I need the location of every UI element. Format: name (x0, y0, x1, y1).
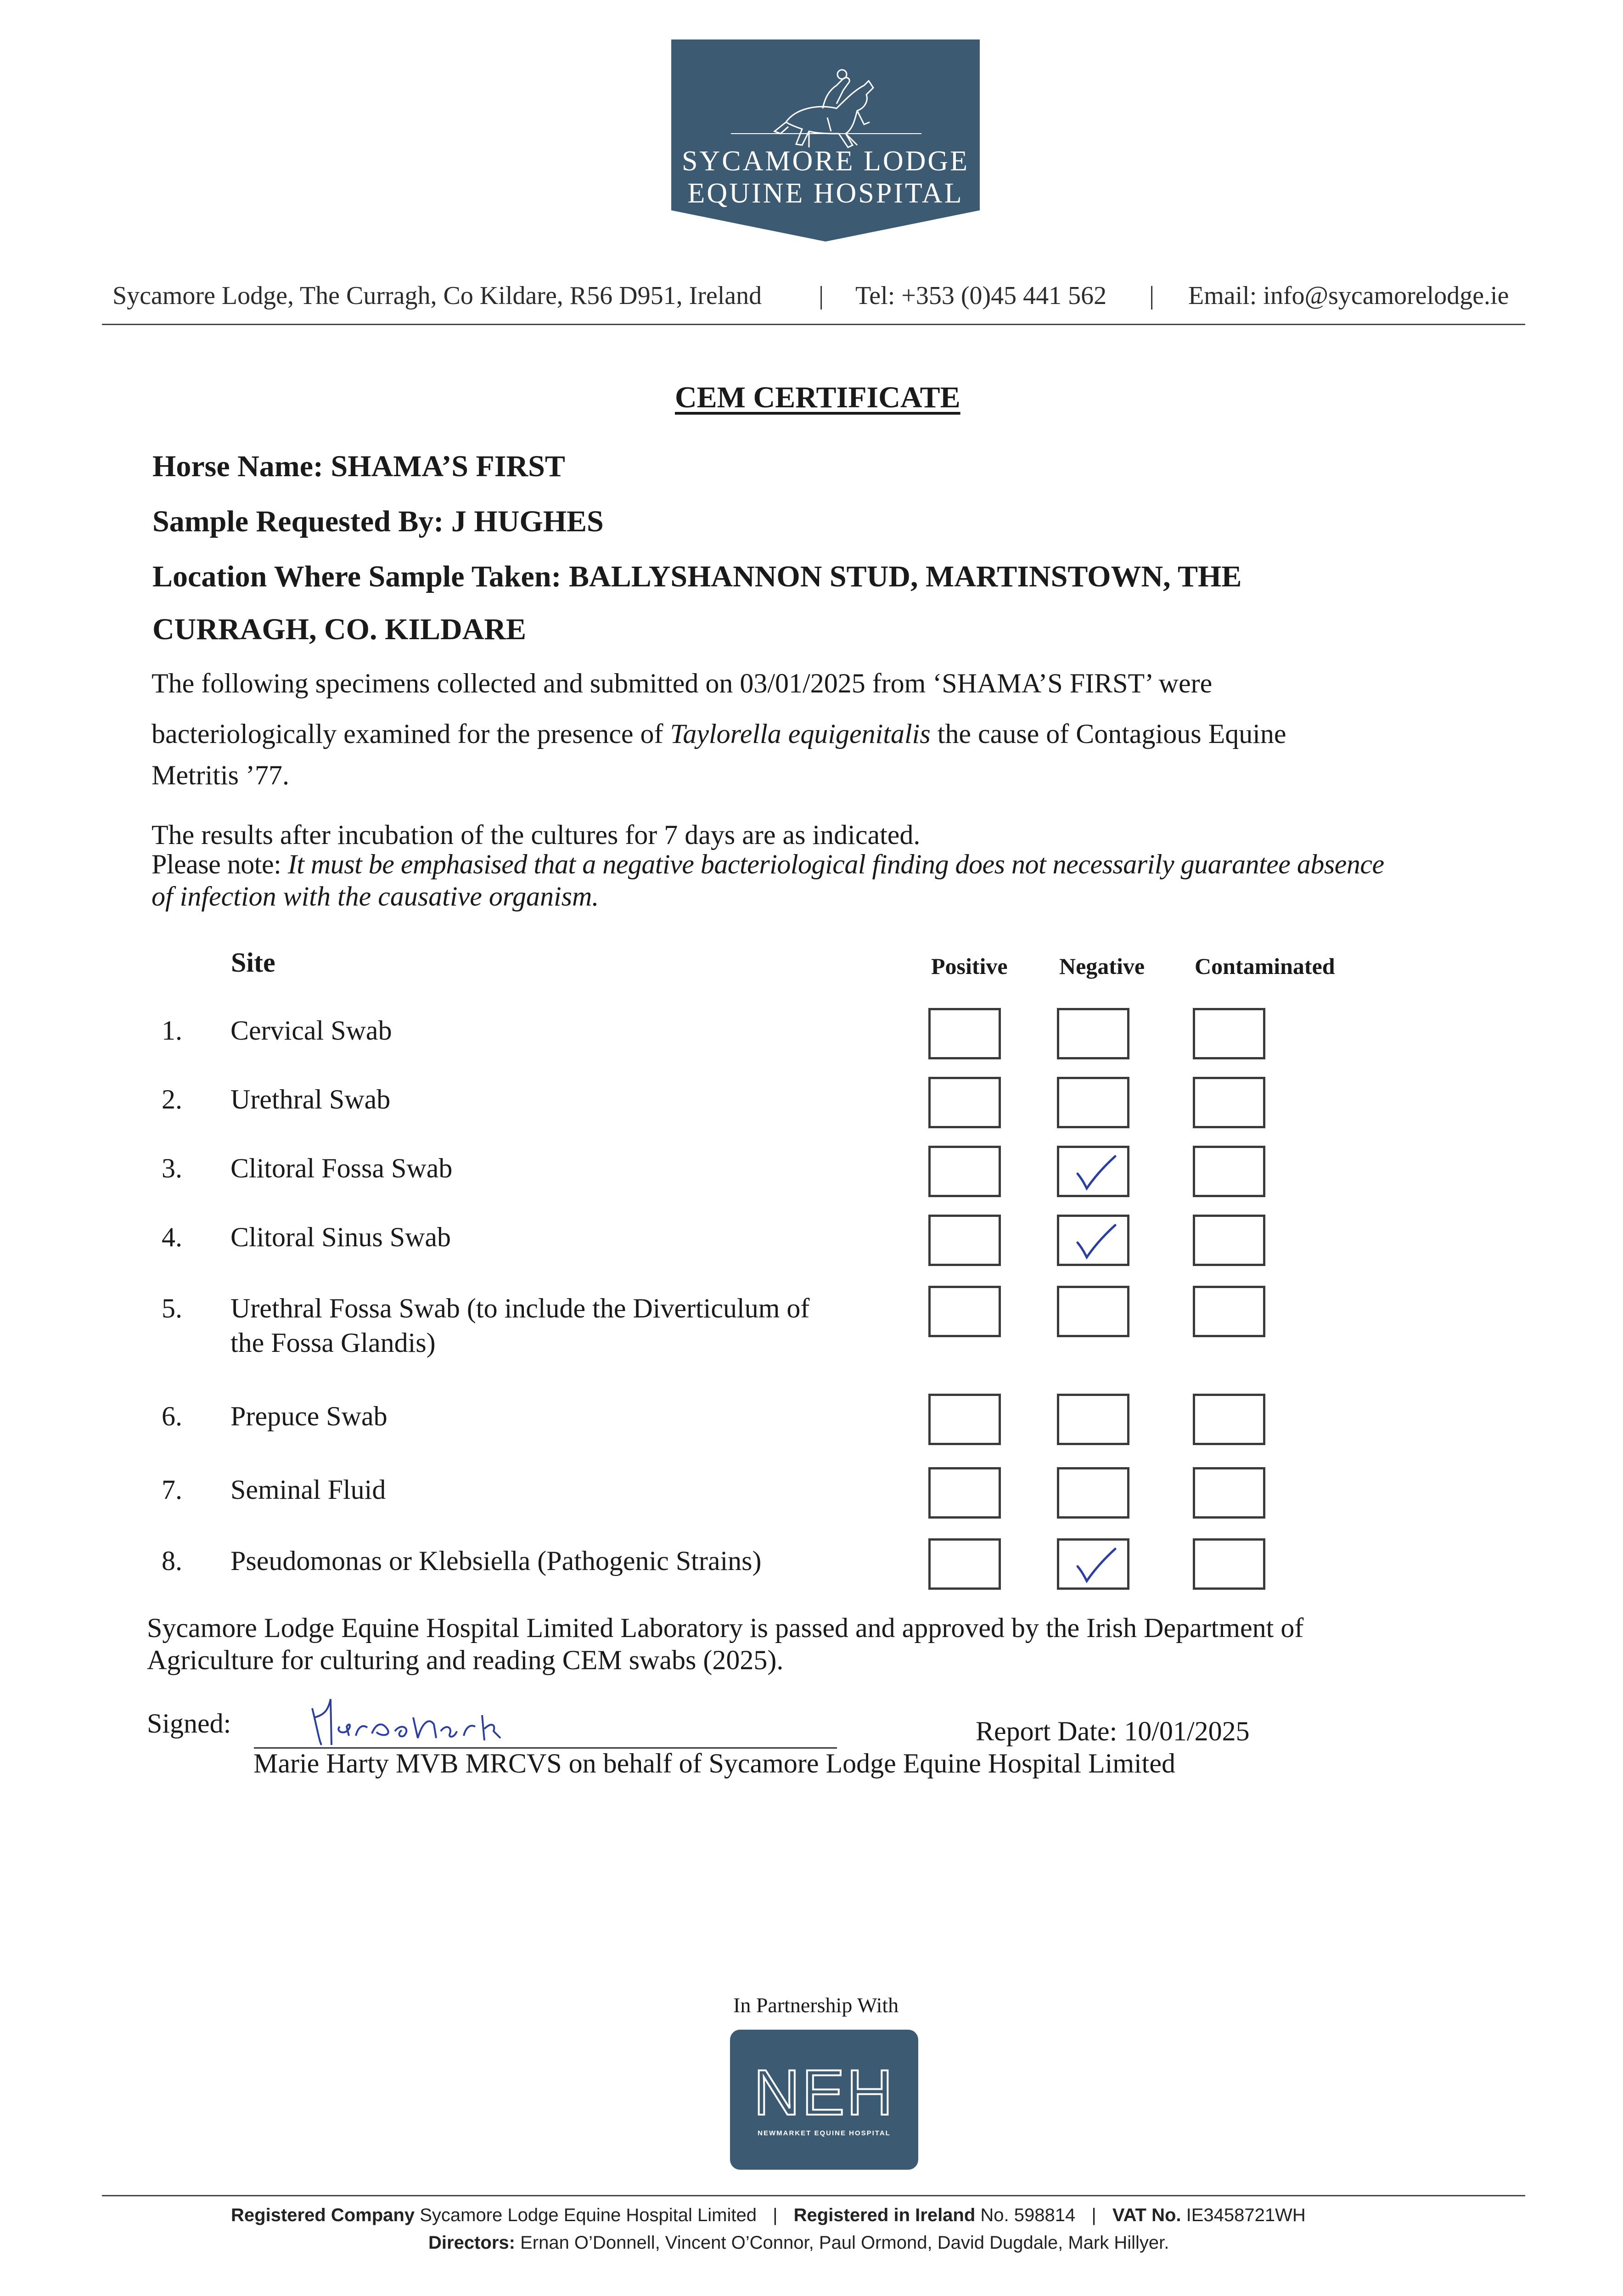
horse-name-value: SHAMA’S FIRST (331, 450, 565, 483)
site-label: Urethral Swab (230, 1084, 391, 1114)
separator: | (773, 2205, 778, 2225)
positive-checkbox[interactable] (928, 1538, 1001, 1590)
location-value: BALLYSHANNON STUD, MARTINSTOWN, THE (569, 560, 1242, 593)
logo-line-1: SYCAMORE LODGE (681, 146, 970, 177)
note-line-1 (152, 849, 1384, 880)
requested-by-line (152, 504, 604, 539)
footer-rule (102, 2195, 1525, 2196)
site-label: Cervical Swab (230, 1015, 392, 1046)
positive-checkbox[interactable] (928, 1008, 1001, 1059)
horse-name-label: Horse Name: (152, 450, 324, 483)
sycamore-lodge-logo (671, 39, 980, 242)
row-number: 1. (162, 1015, 182, 1046)
site-label-cont: the Fossa Glandis) (230, 1328, 436, 1358)
address-text: Sycamore Lodge, The Curragh, Co Kildare, R56 D951, Ireland (112, 281, 762, 310)
site-label: Prepuce Swab (230, 1401, 387, 1431)
contaminated-checkbox[interactable] (1193, 1394, 1265, 1445)
footer-label: Registered in Ireland (793, 2205, 976, 2225)
positive-checkbox[interactable] (928, 1467, 1001, 1519)
negative-checkbox[interactable] (1057, 1467, 1129, 1519)
neh-logo-subtext: NEWMARKET EQUINE HOSPITAL (758, 2129, 891, 2137)
check-mark-icon (1069, 1152, 1120, 1193)
organism-name: Taylorella equigenitalis (670, 719, 931, 749)
row-number: 6. (162, 1401, 182, 1431)
check-mark-icon (1069, 1221, 1120, 1262)
footer-label: VAT No. (1112, 2205, 1181, 2225)
contaminated-column-header: Contaminated (1195, 953, 1335, 979)
address-bar (112, 281, 1522, 313)
neh-logo (730, 2030, 918, 2170)
contaminated-checkbox[interactable] (1193, 1286, 1265, 1337)
intro-line-2 (152, 711, 1286, 757)
row-number: 4. (162, 1222, 182, 1252)
positive-checkbox[interactable] (928, 1286, 1001, 1337)
positive-checkbox[interactable] (928, 1215, 1001, 1266)
positive-checkbox[interactable] (928, 1394, 1001, 1445)
approval-line-2: Agriculture for culturing and reading CEM swabs (2025). (147, 1645, 784, 1675)
site-label: Clitoral Fossa Swab (230, 1153, 453, 1183)
footer-value: No. 598814 (980, 2205, 1076, 2225)
requested-by-label: Sample Requested By: (152, 505, 444, 538)
contaminated-checkbox[interactable] (1193, 1215, 1265, 1266)
negative-checkbox[interactable] (1057, 1286, 1129, 1337)
site-label: Clitoral Sinus Swab (230, 1222, 451, 1252)
note-line-2 (152, 881, 599, 912)
contaminated-checkbox[interactable] (1193, 1538, 1265, 1590)
header-rule (102, 324, 1525, 325)
separator: | (1091, 2205, 1096, 2225)
logo-line-2: EQUINE HOSPITAL (687, 178, 964, 209)
site-label: Urethral Fossa Swab (to include the Diverticulum of (230, 1293, 810, 1323)
logo-banner (671, 39, 980, 242)
footer-value: Ernan O’Donnell, Vincent O’Connor, Paul Ormond, David Dugdale, Mark Hillyer. (520, 2233, 1169, 2253)
negative-checkbox[interactable] (1057, 1538, 1129, 1590)
partner-label: In Partnership With (733, 1993, 899, 2017)
contaminated-checkbox[interactable] (1193, 1146, 1265, 1197)
requested-by-value: J HUGHES (451, 505, 604, 538)
negative-checkbox[interactable] (1057, 1146, 1129, 1197)
footer-label: Registered Company (231, 2205, 415, 2225)
note-label: Please note: (152, 849, 281, 879)
contaminated-checkbox[interactable] (1193, 1008, 1265, 1059)
intro-text: the cause of Contagious Equine (937, 719, 1286, 749)
negative-column-header: Negative (1059, 953, 1145, 979)
separator: | (1149, 281, 1155, 310)
location-value-cont: CURRAGH, CO. KILDARE (152, 613, 527, 646)
row-number: 3. (162, 1153, 182, 1183)
footer-registration-line (231, 2205, 1306, 2226)
note-text: of infection with the causative organism. (152, 881, 599, 912)
positive-checkbox[interactable] (928, 1146, 1001, 1197)
negative-checkbox[interactable] (1057, 1008, 1129, 1059)
email: Email: info@sycamorelodge.ie (1188, 281, 1509, 310)
intro-line-1: The following specimens collected and submitted on 03/01/2025 from ‘SHAMA’S FIRST’ were (152, 668, 1213, 698)
site-label: Seminal Fluid (230, 1474, 386, 1505)
neh-logo-text: NEH (753, 2056, 895, 2128)
telephone: Tel: +353 (0)45 441 562 (855, 281, 1107, 310)
footer-value: IE3458721WH (1186, 2205, 1306, 2225)
footer-directors-line (428, 2233, 1169, 2253)
signatory-line: Marie Harty MVB MRCVS on behalf of Sycamore Lodge Equine Hospital Limited (253, 1748, 1175, 1778)
row-number: 7. (162, 1474, 182, 1505)
page-title: CEM CERTIFICATE (675, 381, 960, 414)
intro-line-3: Metritis ’77. (152, 760, 289, 790)
footer-value: Sycamore Lodge Equine Hospital Limited (420, 2205, 757, 2225)
row-number: 8. (162, 1546, 182, 1576)
site-column-header: Site (231, 947, 275, 978)
location-label: Location Where Sample Taken: (152, 560, 562, 593)
approval-line-1: Sycamore Lodge Equine Hospital Limited Laboratory is passed and approved by the Irish Department of (147, 1613, 1304, 1643)
negative-checkbox[interactable] (1057, 1394, 1129, 1445)
handwritten-signature (303, 1690, 588, 1754)
positive-checkbox[interactable] (928, 1077, 1001, 1128)
location-line (152, 559, 1241, 594)
contaminated-checkbox[interactable] (1193, 1077, 1265, 1128)
results-line: The results after incubation of the cultures for 7 days are as indicated. (152, 820, 921, 850)
separator: | (819, 281, 824, 310)
note-text: It must be emphasised that a negative bacteriological finding does not necessarily guarantee absence (287, 849, 1384, 879)
row-number: 5. (162, 1293, 182, 1323)
horse-name-line (152, 449, 565, 484)
negative-checkbox[interactable] (1057, 1077, 1129, 1128)
positive-column-header: Positive (931, 953, 1008, 979)
site-label: Pseudomonas or Klebsiella (Pathogenic Strains) (230, 1546, 762, 1576)
contaminated-checkbox[interactable] (1193, 1467, 1265, 1519)
intro-text: bacteriologically examined for the presence of (152, 719, 663, 749)
check-mark-icon (1069, 1544, 1120, 1586)
footer-label: Directors: (428, 2233, 515, 2253)
report-date: Report Date: 10/01/2025 (976, 1716, 1250, 1746)
negative-checkbox[interactable] (1057, 1215, 1129, 1266)
row-number: 2. (162, 1084, 182, 1114)
signed-label: Signed: (147, 1708, 231, 1739)
